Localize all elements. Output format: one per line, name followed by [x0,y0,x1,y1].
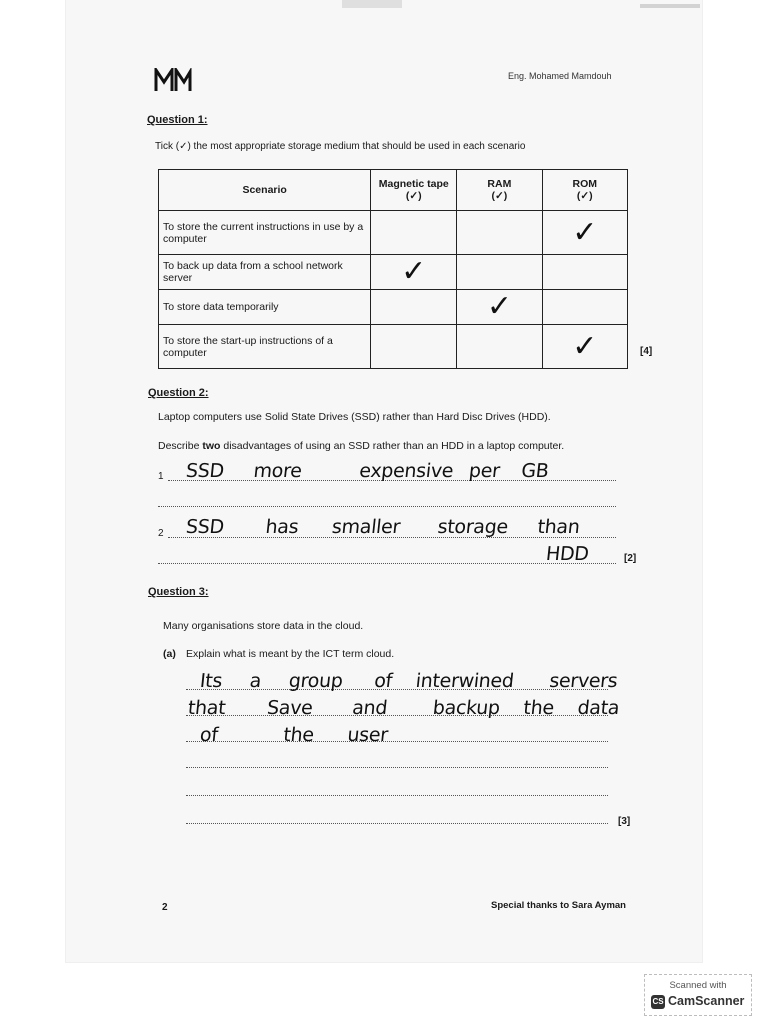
handwritten-word: has [264,516,300,538]
handwritten-answer-2 [185,516,581,538]
handwritten-word: servers [548,670,619,692]
storage-table [158,169,628,369]
m-logo-icon [154,68,192,92]
camscanner-name: CamScanner [668,994,745,1008]
handwritten-word: more [252,460,303,482]
scenario-cell: To store the start-up instructions of a computer [159,325,371,369]
question-3-intro: Many organisations store data in the cloud. [163,620,364,632]
handwritten-line-3 [199,724,389,746]
question-3-heading: Question 3: [148,586,209,598]
table-row [159,290,628,325]
scenario-cell: To store data temporarily [159,290,371,325]
instruction-emphasis: two [202,440,221,452]
question-2-instruction [158,440,564,452]
answer-number-2: 2 [158,528,164,539]
handwritten-word: Its [198,670,224,692]
tick-cell: ✓ [371,255,457,290]
handwritten-answer-1 [185,460,550,482]
part-a-label: (a) [163,648,176,660]
scan-smudge [640,4,700,8]
instruction-text: disadvantages of using an SSD rather than an HDD in a laptop computer. [220,440,565,452]
tick-cell [371,325,457,369]
scanned-with-text: Scanned with [669,980,727,991]
answer-line [186,823,608,824]
scan-smudge [342,0,402,8]
tick-cell [542,290,627,325]
author-name: Eng. Mohamed Mamdouh [508,71,612,81]
table-row [159,325,628,369]
handwritten-word: GB [520,460,550,482]
answer-line [158,506,616,507]
handwritten-word: of [198,724,219,746]
question-2-heading: Question 2: [148,387,209,399]
handwritten-word: of [373,670,394,692]
column-sub: (✓) [491,190,508,202]
table-header-row [159,170,628,211]
handwritten-word: expensive [358,460,455,482]
handwritten-word: SSD [184,516,226,538]
tick-cell: ✓ [542,325,627,369]
footer-thanks: Special thanks to Sara Ayman [491,900,626,911]
camscanner-watermark [644,974,752,1016]
scenario-cell: To store the current instructions in use by a computer [159,211,371,255]
column-name: ROM [572,178,598,190]
handwritten-word: and [351,697,389,719]
handwritten-word: data [576,697,621,719]
handwritten-word: a [248,670,263,692]
column-header-rom [542,170,627,211]
handwritten-word: per [467,460,501,482]
handwritten-word: group [287,670,344,692]
scenario-cell: To back up data from a school network server [159,255,371,290]
handwritten-line-2 [187,697,621,719]
handwritten-word: the [522,697,555,719]
page-number: 2 [162,902,168,913]
tick-cell [457,211,542,255]
tick-cell [457,255,542,290]
question-2-marks: [2] [624,553,637,564]
handwritten-word: backup [431,697,501,719]
column-name: Magnetic tape [378,178,449,190]
camscanner-logo-icon: CS [651,995,665,1009]
column-name: RAM [487,178,512,190]
tick-cell [457,325,542,369]
handwritten-word: user [346,724,389,746]
answer-line [186,767,608,768]
column-header-magnetic-tape [371,170,457,211]
answer-number-1: 1 [158,471,164,482]
answer-line [186,795,608,796]
question-1-marks: [4] [640,346,653,357]
part-a-question: Explain what is meant by the ICT term cloud. [186,648,395,660]
tick-cell [371,290,457,325]
camscanner-brand [651,994,744,1009]
handwritten-answer-2b: HDD [544,543,590,565]
handwritten-word: interwined [414,670,515,692]
handwritten-word: the [282,724,315,746]
question-1-heading: Question 1: [147,114,208,126]
column-header-ram [457,170,542,211]
table-row [159,255,628,290]
question-3-marks: [3] [618,816,631,827]
question-2-intro: Laptop computers use Solid State Drives (SSD) rather than Hard Disc Drives (HDD). [158,411,551,423]
question-1-instruction: Tick (✓) the most appropriate storage medium that should be used in each scenario [155,141,526,152]
tick-cell: ✓ [457,290,542,325]
handwritten-word: than [536,516,581,538]
handwritten-line-1 [199,670,619,692]
handwritten-word: smaller [330,516,402,538]
tick-cell [371,211,457,255]
instruction-text: Describe [158,440,203,452]
table-row [159,211,628,255]
column-sub: (✓) [576,190,593,202]
tick-cell: ✓ [542,211,627,255]
handwritten-word: storage [436,516,510,538]
handwritten-word: SSD [184,460,226,482]
column-sub: (✓) [405,190,422,202]
tick-cell [542,255,627,290]
handwritten-word: Save [265,697,314,719]
handwritten-word: that [186,697,227,719]
scenario-header: Scenario [159,170,371,211]
